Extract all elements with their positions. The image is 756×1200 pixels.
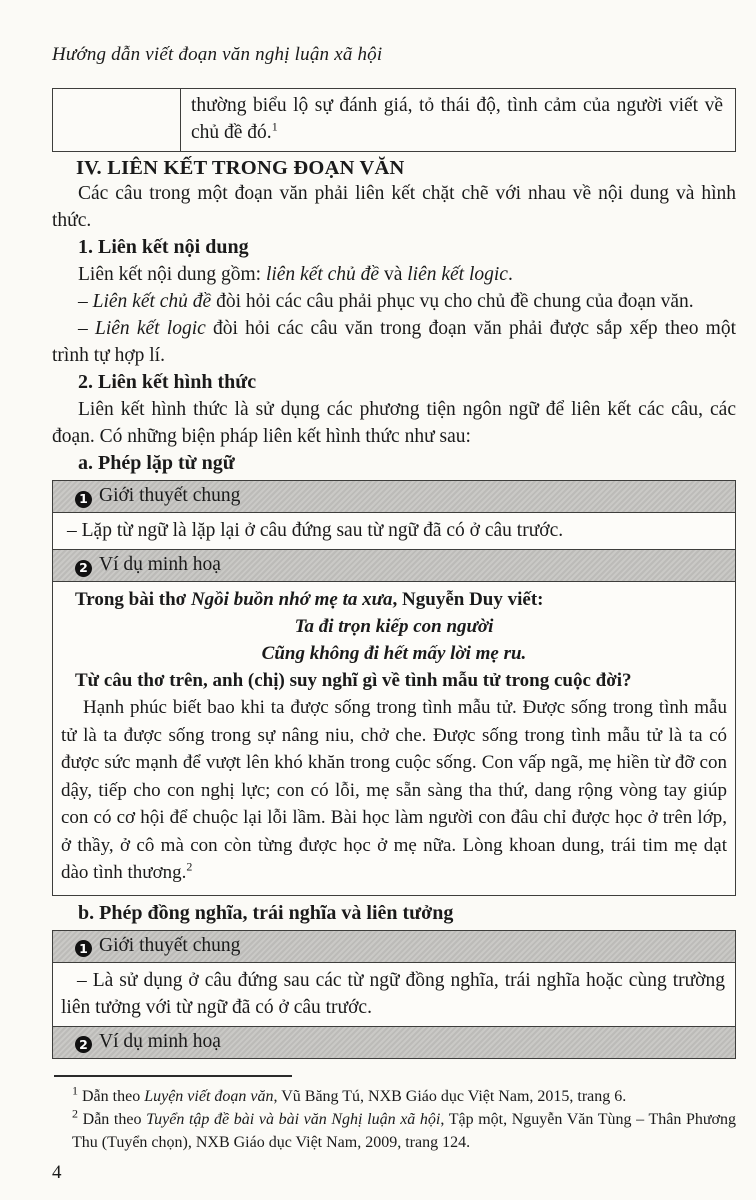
example-question: Từ câu thơ trên, anh (chị) suy nghĩ gì về tình mẫu tử trong cuộc đời? <box>75 670 632 691</box>
method-a-theory-text: – Lặp từ ngữ là lặp lại ở câu đứng sau từ ngữ đã có ở câu trước. <box>53 513 735 550</box>
method-b-theory-label: Giới thuyết chung <box>99 934 241 956</box>
method-b-box <box>52 930 736 1059</box>
table-cell-text: thường biểu lộ sự đánh giá, tỏ thái độ, tình cảm của người viết về chủ đề đó. <box>191 95 723 143</box>
sub2-intro: Liên kết hình thức là sử dụng các phương tiện ngôn ngữ để liên kết các câu, các đoạn. Có những biện pháp liên kết hình thức như sau: <box>52 399 736 447</box>
example-body <box>61 694 727 887</box>
numbered-circle-2-icon: 2 <box>75 1036 92 1053</box>
method-a-example-label: Ví dụ minh hoạ <box>99 554 221 575</box>
sub1-line1-term2: liên kết logic <box>407 264 508 285</box>
poem-verse-2: Cũng không đi hết mấy lời mẹ ru. <box>261 643 527 664</box>
sub1-line1-mid: và <box>379 264 408 285</box>
page-content <box>52 0 736 1184</box>
poem-title: Ngồi buồn nhớ mẹ ta xưa <box>190 589 393 610</box>
sub1-heading: 1. Liên kết nội dung <box>78 236 249 258</box>
numbered-circle-1-icon: 1 <box>75 940 92 957</box>
example-lead <box>61 586 727 613</box>
footnote-2 <box>72 1108 736 1154</box>
example-lead-post: , Nguyễn Duy viết: <box>392 589 544 610</box>
method-a-example-header <box>53 550 735 582</box>
method-b-heading: b. Phép đồng nghĩa, trái nghĩa và liên tưởng <box>78 901 454 924</box>
footnote-ref-1: 1 <box>271 119 278 134</box>
footnote-separator <box>54 1075 292 1077</box>
numbered-circle-2-icon: 2 <box>75 560 92 577</box>
method-b-theory-header <box>53 931 735 963</box>
method-a-theory-header <box>53 481 735 513</box>
section-iv-heading: IV. LIÊN KẾT TRONG ĐOẠN VĂN <box>76 157 405 179</box>
sub1-line1-end: . <box>507 264 513 285</box>
method-a-example-content <box>53 582 735 895</box>
footnote-2-marker: 2 <box>72 1106 78 1121</box>
method-a-heading: a. Phép lặp từ ngữ <box>78 452 235 474</box>
method-b-theory-text: – Là sử dụng ở câu đứng sau các từ ngữ đồng nghĩa, trái nghĩa hoặc cùng trường liên tưởng với từ ngữ đã có ở câu trước. <box>53 963 735 1027</box>
footnote-1 <box>72 1085 736 1108</box>
footnote-1-marker: 1 <box>72 1083 78 1098</box>
sub1-item2-term: Liên kết logic <box>94 318 206 339</box>
sub1-item1-term: Liên kết chủ đề <box>92 291 212 312</box>
method-b-example-label: Ví dụ minh hoạ <box>99 1030 221 1052</box>
section-iv-intro: Các câu trong một đoạn văn phải liên kết chặt chẽ với nhau về nội dung và hình thức. <box>52 183 736 231</box>
sub1-item2-dash: – <box>78 318 95 339</box>
table-text-cell <box>181 89 735 151</box>
method-b-example-header <box>53 1027 735 1058</box>
running-header: Hướng dẫn viết đoạn văn nghị luận xã hội <box>52 44 383 65</box>
table-empty-cell <box>53 89 181 151</box>
sub2-heading: 2. Liên kết hình thức <box>78 371 257 393</box>
footnote-1-post: , Vũ Băng Tú, NXB Giáo dục Việt Nam, 2015, trang 6. <box>273 1087 627 1105</box>
page-number: 4 <box>52 1161 62 1183</box>
footnote-ref-2: 2 <box>186 859 193 874</box>
example-lead-pre: Trong bài thơ <box>75 589 191 610</box>
sub1-line1-pre: Liên kết nội dung gồm: <box>78 264 266 285</box>
poem-verse-1: Ta đi trọn kiếp con người <box>294 616 494 637</box>
sub1-item2-rest: đòi hỏi các câu văn trong đoạn văn phải được sắp xếp theo một trình tự hợp lí. <box>52 318 736 366</box>
footnote-1-title: Luyện viết đoạn văn <box>144 1087 274 1105</box>
sub1-item1-dash: – <box>78 291 93 312</box>
method-a-box <box>52 480 736 896</box>
sub1-line1 <box>52 261 736 288</box>
footnote-2-pre: Dẫn theo <box>82 1110 147 1128</box>
sub1-item1-rest: đòi hỏi các câu phải phục vụ cho chủ đề chung của đoạn văn. <box>211 291 694 312</box>
table-fragment <box>52 88 736 152</box>
footnote-1-pre: Dẫn theo <box>82 1087 145 1105</box>
sub1-item2 <box>52 315 736 369</box>
method-a-theory-label: Giới thuyết chung <box>99 485 241 506</box>
example-body-text: Hạnh phúc biết bao khi ta được sống trong tình mẫu tử. Được sống trong tình mẫu tử là ta được sống trong sự nâng niu, chở che. Được sống trong tình mẫu tử là ta có được sức mạnh để vượt lên khó khăn trong cuộc sống. Con vấp ngã, mẹ hiền từ đỡ con dậy, tiếp cho con nghị lực; con có lỗi, mẹ sẵn sàng tha thứ, dang rộng vòng tay giúp con có cơ hội để chuộc lại lỗi lầm. Bài học làm người con đâu chỉ được học ở trên lớp, ở thầy, ở cô mà con còn từng được học ở mẹ nữa. Lòng khoan dung, trái tim mẹ dạt dào tình thương. <box>61 697 727 883</box>
footnote-2-post: , Tập một, Nguyễn Văn Tùng – Thân Phương Thu (Tuyển chọn), NXB Giáo dục Việt Nam, 2009, trang 124. <box>72 1110 737 1151</box>
numbered-circle-1-icon: 1 <box>75 491 92 508</box>
footnote-2-title: Tuyển tập đề bài và bài văn Nghị luận xã hội <box>146 1110 441 1128</box>
sub1-line1-term1: liên kết chủ đề <box>265 264 380 285</box>
sub1-item1 <box>52 288 736 315</box>
